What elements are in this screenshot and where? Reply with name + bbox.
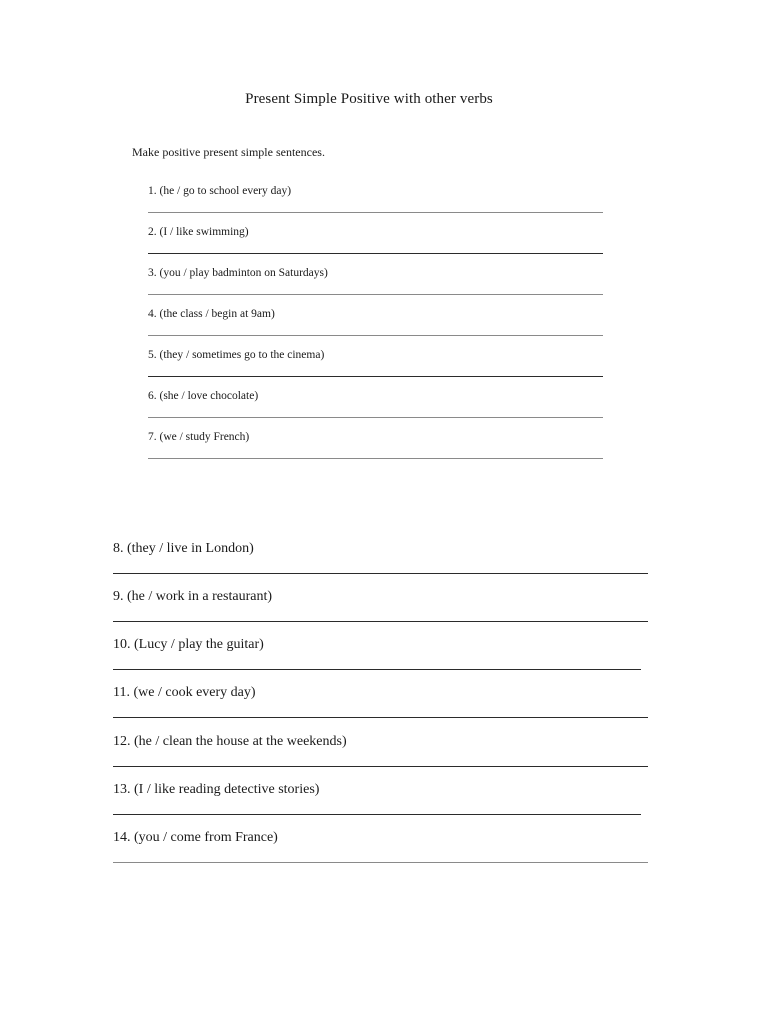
exercise-item-14 [113,830,278,846]
exercise-item-10 [113,637,264,653]
exercise-prompt: 9. (he / work in a restaurant) [113,589,272,604]
exercise-prompt: 11. (we / cook every day) [113,685,256,700]
answer-line[interactable] [113,573,648,574]
exercise-item-6 [148,390,258,402]
exercise-prompt: 13. (I / like reading detective stories) [113,782,320,797]
exercise-item-9 [113,589,272,605]
exercise-item-3 [148,267,328,279]
exercise-prompt: 12. (he / clean the house at the weekends) [113,734,347,749]
exercise-prompt: 10. (Lucy / play the guitar) [113,637,264,652]
answer-line[interactable] [113,669,641,670]
exercise-item-1 [148,185,291,197]
answer-line[interactable] [148,335,603,336]
exercise-prompt: 6. (she / love chocolate) [148,390,259,402]
answer-line[interactable] [113,766,648,767]
exercise-item-8 [113,541,254,557]
exercise-item-5 [148,349,324,361]
answer-line[interactable] [113,621,648,622]
exercise-prompt: 2. (I / like swimming) [148,226,249,238]
exercise-prompt: 7. (we / study French) [148,431,250,443]
exercise-prompt: 14. (you / come from France) [113,830,278,845]
exercise-item-11 [113,685,256,701]
exercise-prompt: 8. (they / live in London) [113,541,254,556]
exercise-item-2 [148,226,249,238]
answer-line[interactable] [148,458,603,459]
answer-line[interactable] [113,862,648,863]
exercise-prompt: 3. (you / play badminton on Saturdays) [148,267,328,279]
answer-line[interactable] [113,814,641,815]
exercise-item-12 [113,734,347,750]
answer-line[interactable] [148,212,603,213]
answer-line[interactable] [113,717,648,718]
exercise-prompt: 4. (the class / begin at 9am) [148,308,275,320]
answer-line[interactable] [148,294,603,295]
exercise-prompt: 1. (he / go to school every day) [148,185,292,197]
exercise-item-7 [148,431,249,443]
answer-line[interactable] [148,253,603,254]
exercise-prompt: 5. (they / sometimes go to the cinema) [148,349,325,361]
answer-line[interactable] [148,376,603,377]
answer-line[interactable] [148,417,603,418]
exercise-item-13 [113,782,319,798]
instruction-text: Make positive present simple sentences. [132,145,325,159]
page-title: Present Simple Positive with other verbs [245,91,493,107]
exercise-item-4 [148,308,275,320]
